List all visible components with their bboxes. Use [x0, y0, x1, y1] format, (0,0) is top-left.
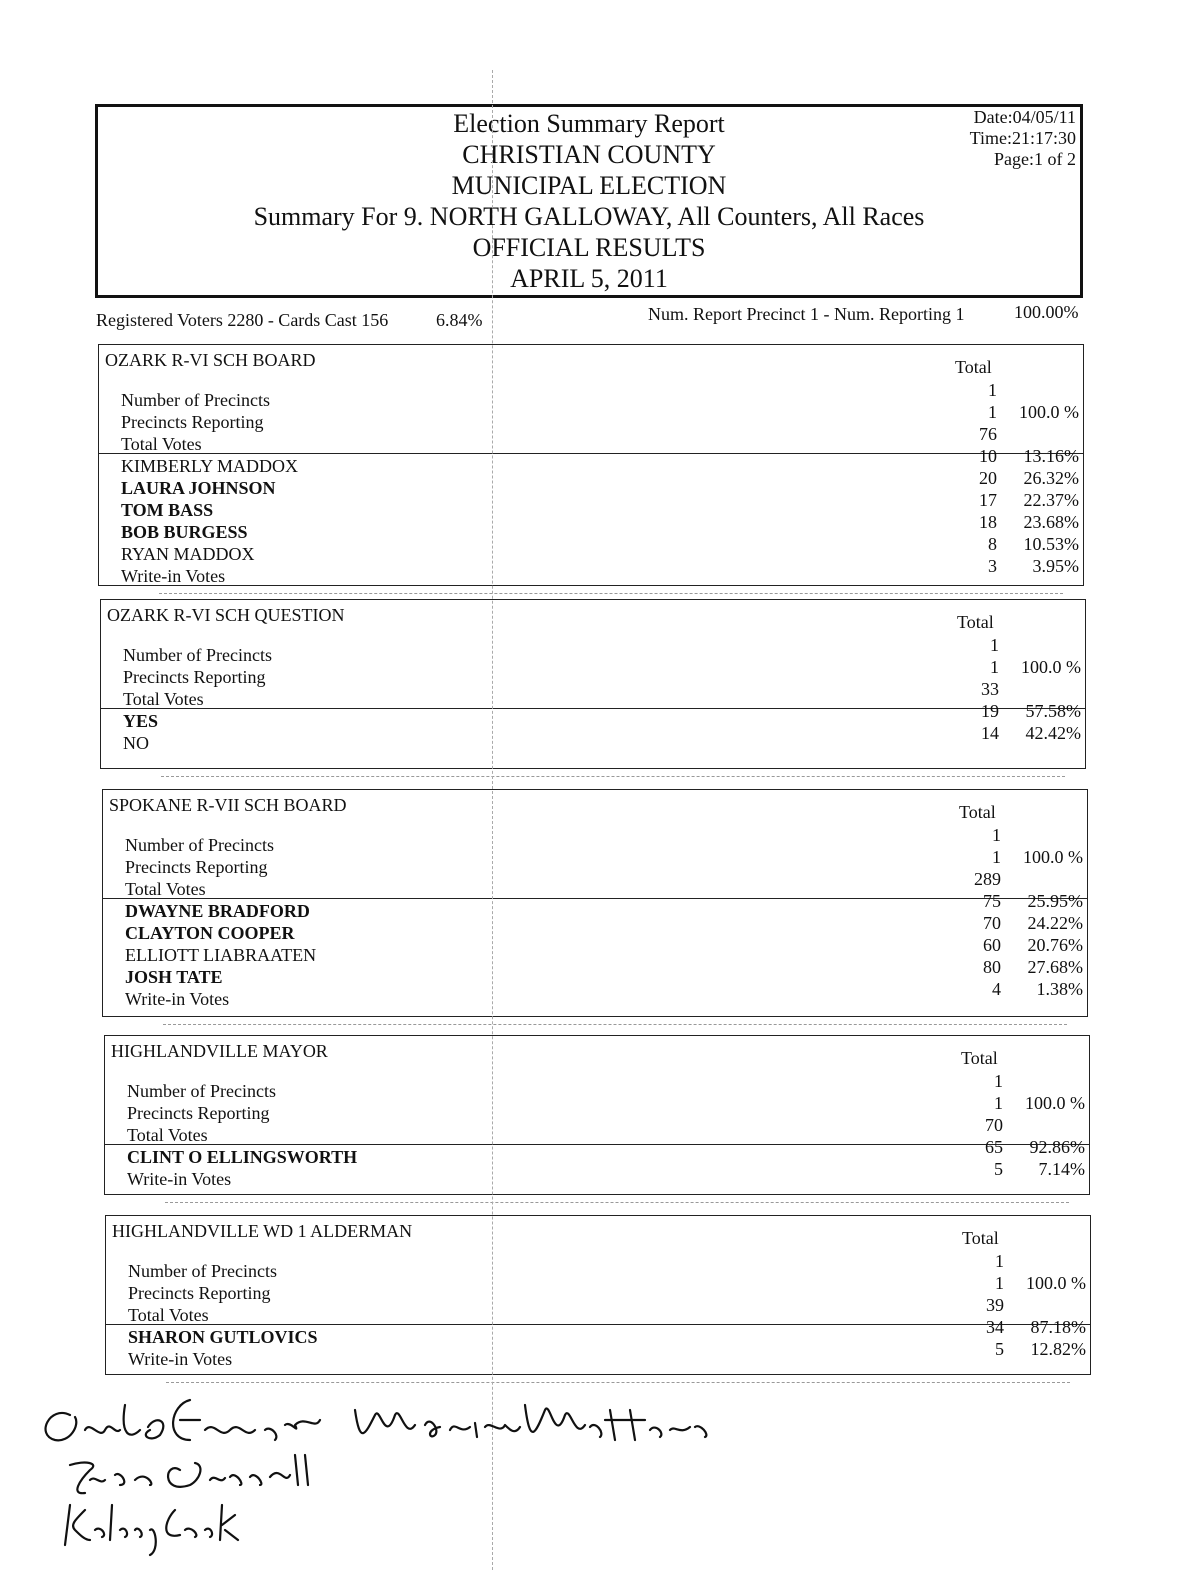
precincts-reporting-pct: 100.0 % — [1025, 1093, 1085, 1113]
candidate-pct: 27.68% — [1027, 957, 1083, 977]
torn-edge-dash — [166, 1382, 1070, 1383]
candidate-name: NO — [123, 733, 149, 753]
total-column-header: Total — [959, 802, 996, 822]
precinct-reporting: Num. Report Precinct 1 - Num. Reporting 1 — [648, 304, 965, 324]
candidate-votes: 18 — [979, 512, 997, 532]
candidate-votes: 65 — [985, 1137, 1003, 1157]
section-rule — [101, 708, 1085, 709]
total-votes-value: 33 — [981, 679, 999, 699]
race-title: HIGHLANDVILLE MAYOR — [111, 1041, 328, 1061]
precinct-reporting-pct: 100.00% — [1014, 302, 1079, 322]
precincts-reporting-value: 1 — [994, 1093, 1003, 1113]
section-rule — [99, 453, 1083, 454]
section-rule — [106, 1324, 1090, 1325]
candidate-pct: 25.95% — [1027, 891, 1083, 911]
signature-marian-matthews — [355, 1405, 706, 1440]
total-votes-value: 76 — [979, 424, 997, 444]
number-of-precincts-value: 1 — [995, 1251, 1004, 1271]
candidate-name: CLAYTON COOPER — [125, 923, 295, 943]
candidate-name: RYAN MADDOX — [121, 544, 255, 564]
race-title: HIGHLANDVILLE WD 1 ALDERMAN — [112, 1221, 413, 1241]
candidate-pct: 23.68% — [1023, 512, 1079, 532]
candidate-name: TOM BASS — [121, 500, 214, 520]
candidate-pct: 13.16% — [1023, 446, 1079, 466]
precincts-reporting-label: Precincts Reporting — [128, 1283, 271, 1303]
number-of-precincts-value: 1 — [994, 1071, 1003, 1091]
candidate-pct: 3.95% — [1032, 556, 1079, 576]
fold-line — [492, 70, 493, 1570]
total-votes-value: 39 — [986, 1295, 1004, 1315]
report-date: Date:04/05/11 — [973, 107, 1076, 127]
candidate-pct: 57.58% — [1025, 701, 1081, 721]
race-section — [98, 344, 1084, 586]
candidate-pct: 10.53% — [1023, 534, 1079, 554]
candidate-name: SHARON GUTLOVICS — [128, 1327, 318, 1347]
race-title: OZARK R-VI SCH BOARD — [105, 350, 316, 370]
candidate-votes: 75 — [983, 891, 1001, 911]
candidate-votes: 10 — [979, 446, 997, 466]
total-column-header: Total — [962, 1228, 999, 1248]
torn-edge-dash — [163, 1024, 1067, 1025]
candidate-pct: 92.86% — [1029, 1137, 1085, 1157]
total-votes-label: Total Votes — [123, 689, 204, 709]
candidate-votes: 60 — [983, 935, 1001, 955]
total-column-header: Total — [955, 357, 992, 377]
precincts-reporting-pct: 100.0 % — [1021, 657, 1081, 677]
candidate-votes: 3 — [988, 556, 997, 576]
signature-lisa-russell — [70, 1455, 308, 1493]
candidate-name: DWAYNE BRADFORD — [125, 901, 310, 921]
torn-edge-dash — [161, 776, 1065, 777]
candidate-name: LAURA JOHNSON — [121, 478, 276, 498]
candidate-votes: 17 — [979, 490, 997, 510]
precincts-reporting-pct: 100.0 % — [1023, 847, 1083, 867]
page-number: Page:1 of 2 — [994, 149, 1076, 169]
precincts-reporting-pct: 100.0 % — [1019, 402, 1079, 422]
number-of-precincts-value: 1 — [990, 635, 999, 655]
signature-kelsey-look — [65, 1505, 238, 1555]
candidate-votes: 5 — [995, 1339, 1004, 1359]
number-of-precincts-value: 1 — [988, 380, 997, 400]
candidate-votes: 5 — [994, 1159, 1003, 1179]
candidate-name: CLINT O ELLINGSWORTH — [127, 1147, 358, 1167]
report-header — [95, 104, 1083, 298]
candidate-votes: 34 — [986, 1317, 1004, 1337]
number-of-precincts-value: 1 — [992, 825, 1001, 845]
precincts-reporting-value: 1 — [992, 847, 1001, 867]
candidate-name: Write-in Votes — [127, 1169, 232, 1189]
results-status: OFFICIAL RESULTS — [472, 233, 706, 262]
number-of-precincts-label: Number of Precincts — [128, 1261, 277, 1281]
signatures — [30, 1385, 730, 1565]
signature-scribbles — [30, 1385, 730, 1565]
total-column-header: Total — [961, 1048, 998, 1068]
candidate-votes: 14 — [981, 723, 999, 743]
number-of-precincts-label: Number of Precincts — [127, 1081, 276, 1101]
precincts-reporting-value: 1 — [988, 402, 997, 422]
precincts-reporting-label: Precincts Reporting — [123, 667, 266, 687]
total-votes-value: 289 — [974, 869, 1001, 889]
torn-edge-dash — [159, 593, 1063, 594]
candidate-name: ELLIOTT LIABRAATEN — [125, 945, 317, 965]
candidate-votes: 8 — [988, 534, 997, 554]
candidate-votes: 70 — [983, 913, 1001, 933]
precincts-reporting-label: Precincts Reporting — [121, 412, 264, 432]
registered-voters: Registered Voters 2280 - Cards Cast 156 — [96, 310, 389, 330]
summary-for: Summary For 9. NORTH GALLOWAY, All Counters, All Races — [253, 202, 925, 231]
election-date: APRIL 5, 2011 — [510, 264, 668, 293]
candidate-name: Write-in Votes — [121, 566, 226, 586]
turnout-pct: 6.84% — [436, 310, 483, 330]
report-time: Time:21:17:30 — [969, 128, 1076, 148]
total-votes-label: Total Votes — [125, 879, 206, 899]
precincts-reporting-value: 1 — [990, 657, 999, 677]
race-section — [100, 599, 1086, 769]
candidate-pct: 87.18% — [1030, 1317, 1086, 1337]
signature-carla-essick — [46, 1400, 320, 1440]
candidate-votes: 19 — [981, 701, 999, 721]
candidate-name: Write-in Votes — [128, 1349, 233, 1369]
total-votes-label: Total Votes — [127, 1125, 208, 1145]
candidate-name: Write-in Votes — [125, 989, 230, 1009]
number-of-precincts-label: Number of Precincts — [125, 835, 274, 855]
precincts-reporting-value: 1 — [995, 1273, 1004, 1293]
candidate-pct: 12.82% — [1030, 1339, 1086, 1359]
candidate-name: BOB BURGESS — [121, 522, 248, 542]
election-name: MUNICIPAL ELECTION — [451, 171, 727, 200]
race-title: SPOKANE R-VII SCH BOARD — [109, 795, 347, 815]
candidate-pct: 24.22% — [1027, 913, 1083, 933]
county-name: CHRISTIAN COUNTY — [462, 140, 716, 169]
race-title: OZARK R-VI SCH QUESTION — [107, 605, 345, 625]
precincts-reporting-label: Precincts Reporting — [125, 857, 268, 877]
number-of-precincts-label: Number of Precincts — [123, 645, 272, 665]
candidate-pct: 1.38% — [1036, 979, 1083, 999]
total-votes-label: Total Votes — [128, 1305, 209, 1325]
candidate-pct: 22.37% — [1023, 490, 1079, 510]
precincts-reporting-label: Precincts Reporting — [127, 1103, 270, 1123]
candidate-votes: 20 — [979, 468, 997, 488]
total-column-header: Total — [957, 612, 994, 632]
candidate-votes: 80 — [983, 957, 1001, 977]
number-of-precincts-label: Number of Precincts — [121, 390, 270, 410]
section-rule — [103, 898, 1087, 899]
candidate-pct: 26.32% — [1023, 468, 1079, 488]
total-votes-label: Total Votes — [121, 434, 202, 454]
race-section — [105, 1215, 1091, 1375]
candidate-name: YES — [123, 711, 159, 731]
torn-edge-dash — [165, 1202, 1069, 1203]
race-section — [104, 1035, 1090, 1195]
candidate-pct: 7.14% — [1038, 1159, 1085, 1179]
candidate-pct: 20.76% — [1027, 935, 1083, 955]
candidate-pct: 42.42% — [1025, 723, 1081, 743]
candidate-votes: 4 — [992, 979, 1001, 999]
precincts-reporting-pct: 100.0 % — [1026, 1273, 1086, 1293]
race-section — [102, 789, 1088, 1017]
candidate-name: KIMBERLY MADDOX — [121, 456, 299, 476]
report-title: Election Summary Report — [453, 109, 725, 138]
section-rule — [105, 1144, 1089, 1145]
total-votes-value: 70 — [985, 1115, 1003, 1135]
candidate-name: JOSH TATE — [125, 967, 223, 987]
